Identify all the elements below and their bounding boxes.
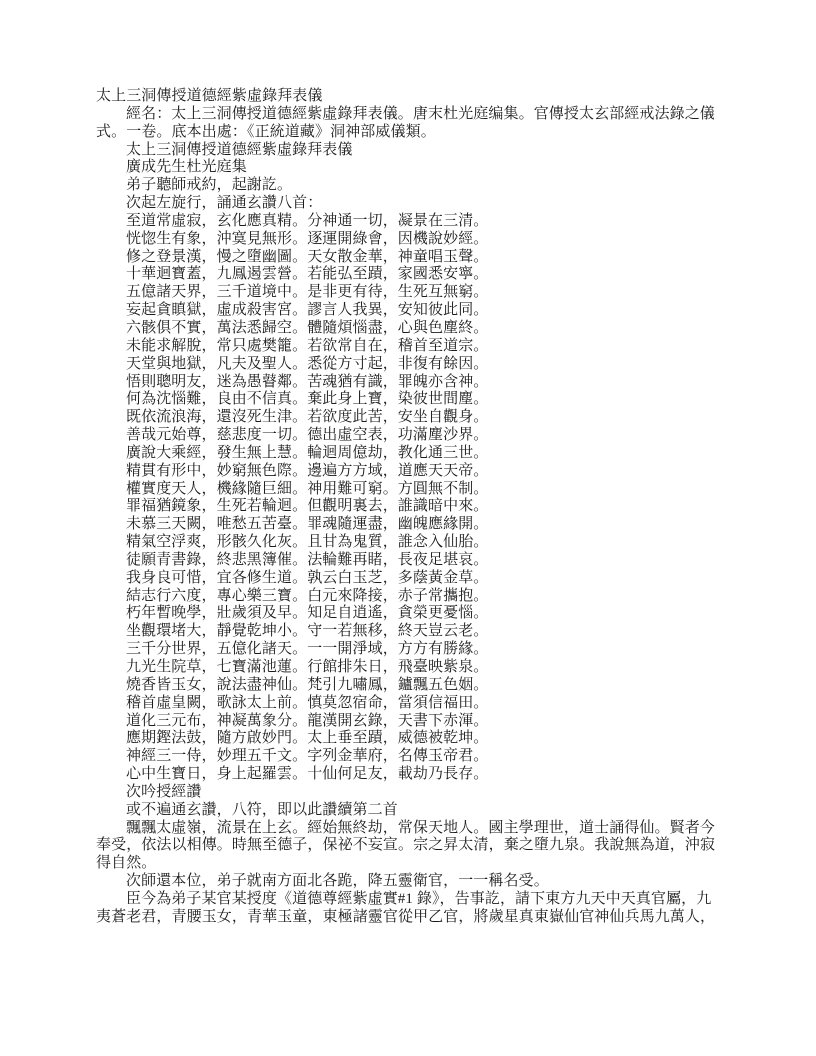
text-line: 善哉元始尊，慈悲度一切。德出虛空表，功滿塵沙界。: [126, 427, 489, 444]
text-line: 廣說大乘經，發生無上慧。輪迴周億劫，教化通三世。: [126, 444, 489, 461]
text-line: 應期鏗法鼓，隨方啟妙門。太上垂至蹟，威德被乾坤。: [126, 730, 489, 747]
text-line: 妄起貪瞋獄，虛成殺害宮。謬言人我異，安知彼此同。: [126, 302, 489, 319]
text-line: 何為沈惱難，良由不信真。棄此身上寶，染彼世間塵。: [126, 391, 489, 408]
text-line: 朽年暫晚學，壯歲須及早。知足自逍遙，貪榮更憂惱。: [126, 605, 489, 622]
text-line: 十華迴寶蓋，九鳳遏雲營。若能弘至蹟，家國悉安寧。: [126, 266, 489, 283]
text-line: 五億諸天界，三千道境中。是非更有待，生死互無窮。: [126, 284, 489, 301]
text-line: 廣成先生杜光庭集: [126, 159, 247, 176]
text-line: 式。一卷。底本出處：《正統道藏》洞神部威儀類。: [96, 123, 436, 140]
text-line: 道化三元布，神凝萬象分。龍漢開玄錄，天書下赤渾。: [126, 712, 489, 729]
text-line: 或不遍通玄讚，八符，即以此讚續第二首: [126, 801, 398, 818]
text-line: 太上三洞傳授道德經紫虛錄拜表儀: [96, 88, 323, 104]
text-line: 太上三洞傳授道德經紫虛錄拜表儀: [126, 141, 353, 158]
text-line: 結志行六度，專心樂三寶。白元來降接，赤子常攜抱。: [126, 587, 489, 604]
text-line: 徒願青書錄，終悲黑簿催。法輪難再睹，長夜足堪哀。: [126, 551, 489, 568]
text-line: 心中生寶日，身上起羅雲。十仙何足友，載劫乃長存。: [126, 766, 489, 783]
text-line: 奉受，依法以相傳。時無至德子，保祕不妄宣。宗之昇太清，棄之墮九泉。我說無為道，沖寂: [96, 837, 716, 854]
text-line: 次起左旋行，誦通玄讚八首：: [126, 195, 323, 212]
text-line: 既依流浪海，還沒死生津。若欲度此苦，安坐自觀身。: [126, 409, 489, 426]
text-line: 臣今為弟子某官某授度《道德尊經紫虛實#1 錄》，告事訖，請下東方九天中天真官屬，九: [126, 890, 712, 907]
text-line: 神經三一侍，妙理五千文。字列金華府，名傳玉帝君。: [126, 748, 489, 765]
text-line: 飄飄太虛嶺，流景在上玄。經始無終劫，常保天地人。國主學理世，道士誦得仙。賢者今: [126, 819, 715, 836]
text-line: 修之登景漢，慢之墮幽圖。天女散金華，神童唱玉聲。: [126, 248, 489, 265]
text-line: 權實度天人，機緣隨巨細。神用難可窮。方圓無不制。: [126, 480, 489, 497]
text-line: 燒香皆玉女，說法盡神仙。梵引九嘯鳳，鑪飄五色姻。: [126, 676, 489, 693]
text-line: 得自然。: [96, 855, 157, 872]
text-line: 次吟授經讚: [126, 783, 202, 800]
text-line: 天堂與地獄，凡夫及聖人。悉從方寸起，非復有餘因。: [126, 355, 489, 372]
text-line: 我身良可惜，宜各修生道。孰云白玉芝，多蔭黃金草。: [126, 569, 489, 586]
text-line: 經名：太上三洞傳授道德經紫虛錄拜表儀。唐末杜光庭编集。官傳授太玄部經戒法錄之儀: [126, 105, 715, 122]
text-line: 精氣空浮爽，形骸久化灰。且甘為鬼質，誰念入仙胎。: [126, 534, 489, 551]
text-line: 夷蒼老君，青腰玉女，青華玉童，東極諸靈官從甲乙官，將歲星真東嶽仙官神仙兵馬九萬人，: [96, 908, 716, 925]
text-line: 至道常虛寂，玄化應真精。分神通一切，凝景在三清。: [126, 212, 489, 229]
text-line: 悟則聰明友，迷為愚瞽鄰。苦魂猶有識，罪魄亦含神。: [126, 373, 489, 390]
text-line: 未慕三天闕，唯愁五苦臺。罪魂隨運盡，幽魄應緣開。: [126, 516, 489, 533]
text-line: 次師還本位，弟子就南方面北各跪，降五靈衛官，一一稱名受。: [126, 873, 549, 890]
text-line: 六骸俱不實，萬法悉歸空。體隨煩惱盡，心與色塵終。: [126, 319, 489, 336]
document-body: [96, 88, 744, 927]
text-line: 未能求解脫，常只處樊籠。若欲常自在，稽首至道宗。: [126, 337, 489, 354]
text-line: 弟子聽師戒約，起謝訖。: [126, 177, 293, 194]
text-line: 稽首虛皇闕，歌詠太上前。慎莫忽宿命，當須信福田。: [126, 694, 489, 711]
text-line: 九光生院草，七寶滿池蓮。行館排朱日，飛臺映紫泉。: [126, 659, 489, 675]
text-line: 罪福猶鏡象，生死若輪迴。但觀明裏去，誰識暗中來。: [126, 498, 489, 515]
text-line: 坐觀環堵大，靜覺乾坤小。守一若無移，終天豈云老。: [126, 623, 489, 640]
text-line: 精貫有形中，妙窮無色際。邊遍方方域，道應天天帝。: [126, 462, 489, 479]
text-line: 三千分世界，五億化諸天。一一開淨域，方方有勝緣。: [126, 641, 489, 658]
text-line: 恍惚生有象，沖寞見無形。逐運開綠會，因機說妙經。: [126, 230, 489, 247]
